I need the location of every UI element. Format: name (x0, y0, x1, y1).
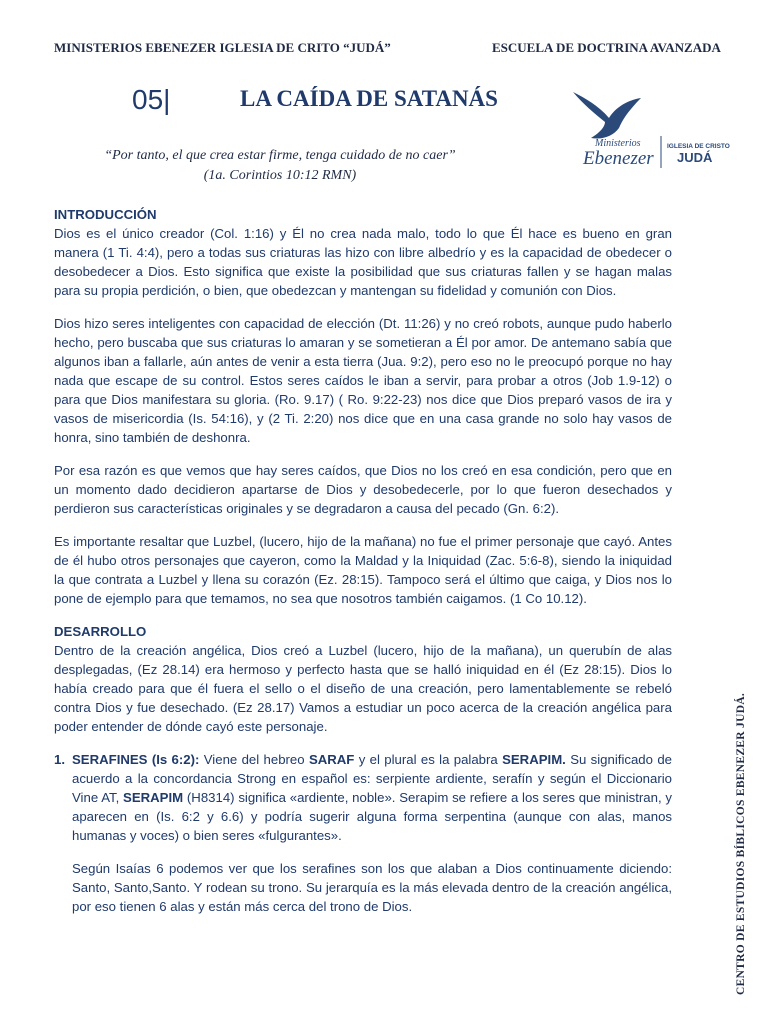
list-item (54, 750, 672, 930)
epigraph-quote: “Por tanto, el que crea estar firme, tenga cuidado de no caer” (104, 148, 456, 163)
paragraph: Según Isaías 6 podemos ver que los serafines son los que alaban a Dios continuamente diciendo: Santo, Santo,Santo. Y rodean su trono. Su jerarquía es la más elevada dentro de la creación angélica, por eso tienen 6 alas y están más cerca del trono de Dios. (72, 861, 672, 914)
list-number: 1. (54, 752, 65, 767)
logo-line4: JUDÁ (677, 150, 713, 165)
epigraph-reference: (1a. Corintios 10:12 RMN) (203, 168, 357, 183)
ebenezer-logo (565, 84, 735, 174)
logo-line3: IGLESIA DE CRISTO (667, 143, 730, 150)
document-body (54, 205, 672, 944)
term: SERAPIM. (502, 752, 566, 767)
side-caption: CENTRO DE ESTUDIOS BÍBLICOS EBENEZER JUDÁ. (735, 692, 747, 995)
lesson-number: 05| (132, 84, 171, 115)
paragraph: Es importante resaltar que Luzbel, (lucero, hijo de la mañana) no fue el primer personaje que cayó. Antes de él hubo otros personajes que cayeron, como la Maldad y la Iniquidad (Zac. 5:6-8), siendo la iniquidad la que contrata a Luzbel y llena su corazón (Ez. 28:15). Tampoco será el último que caiga, y Dios nos lo pone de ejemplo para que temamos, no sea que nosotros también caigamos. (1 Co 10.12). (54, 534, 672, 606)
header-school: ESCUELA DE DOCTRINA AVANZADA (492, 40, 721, 55)
text-run: y el plural es la palabra (354, 752, 503, 767)
text-run: (H8314) significa «ardiente, noble». Serapim se refiere a los seres que ministran, y aparecen en (Is. 6:2 y 6.6) y podría sugerir alguna forma serpentina (aunque con alas, manos humanas y voces) o bien seres «fulgurantes». (72, 790, 672, 843)
paragraph: Dios es el único creador (Col. 1:16) y Él no crea nada malo, todo lo que Él hace es bueno en gran manera (1 Ti. 4:4), pero a todas sus criaturas las hizo con libre albedrío y es la capacidad de obedecer o desobedecer a Dios. Esto significa que existe la posibilidad que sus criaturas fallen y se hagan malas para su propia perdición, o bien, que obedezcan y mantengan su fidelidad y comunión con Dios. (54, 226, 672, 298)
logo-line1: Ministerios (595, 138, 641, 149)
header-ministry: MINISTERIOS EBENEZER IGLESIA DE CRITO “JUDÁ” (54, 40, 391, 55)
paragraph (72, 750, 672, 845)
paragraph: Dentro de la creación angélica, Dios creó a Luzbel (lucero, hijo de la mañana), un querubín de alas desplegadas, (Ez 28.14) era hermoso y perfecto hasta que se halló iniquidad en él (Ez 28:15). Dios lo había creado para que él fuera el sello o el diseño de una creación, pero lamentablemente se rebeló contra Dios y fue desechado. (Ez 28.17) Vamos a estudiar un poco acerca de la creación angélica para poder entender de dónde cayó este personaje. (54, 643, 672, 734)
term: SARAF (308, 752, 355, 767)
section-heading-intro: INTRODUCCIÓN (54, 207, 157, 222)
paragraph: Dios hizo seres inteligentes con capacidad de elección (Dt. 11:26) y no creó robots, aunque pudo haberlo hecho, pero buscaba que sus criaturas lo amaran y se sometieran a Él por amor. De antemano sabía que algunos iban a fallarle, aún antes de venir a esta tierra (Jua. 9:2), pero eso no le preocupó porque no hay nada que escape de su control. Estos seres caídos le iban a servir, para probar a otros (Job 1.9-12) o para que Dios manifestara su gloria. (Ro. 9.17) ( Ro. 9:22-23) nos dice que Dios preparó vasos de ira y vasos de misericordia (Is. 54:16), y (2 Ti. 2:20) nos dice que en una casa grande no solo hay vasos de honra, sino también de deshonra. (54, 316, 672, 445)
text-run: Viene del hebreo (199, 752, 309, 767)
paragraph: Por esa razón es que vemos que hay seres caídos, que Dios no los creó en esa condición, pero que en un momento dado decidieron apartarse de Dios y desobedecerle, por lo que fueron desechados y perdieron sus características originales y se degradaron a causa del pecado (Gn. 6:2). (54, 463, 672, 516)
logo-line2: Ebenezer (583, 148, 654, 169)
term-label: SERAFINES (Is 6:2): (72, 752, 200, 767)
section-heading-development: DESARROLLO (54, 624, 147, 639)
term: SERAPIM (123, 790, 184, 805)
dove-icon (573, 92, 641, 139)
text-run: Su significado de acuerdo a la concordancia Strong en español es: serpiente ardiente, serafín y según el Diccionario Vine AT, (72, 752, 672, 805)
page-title: LA CAÍDA DE SATANÁS (240, 86, 498, 111)
